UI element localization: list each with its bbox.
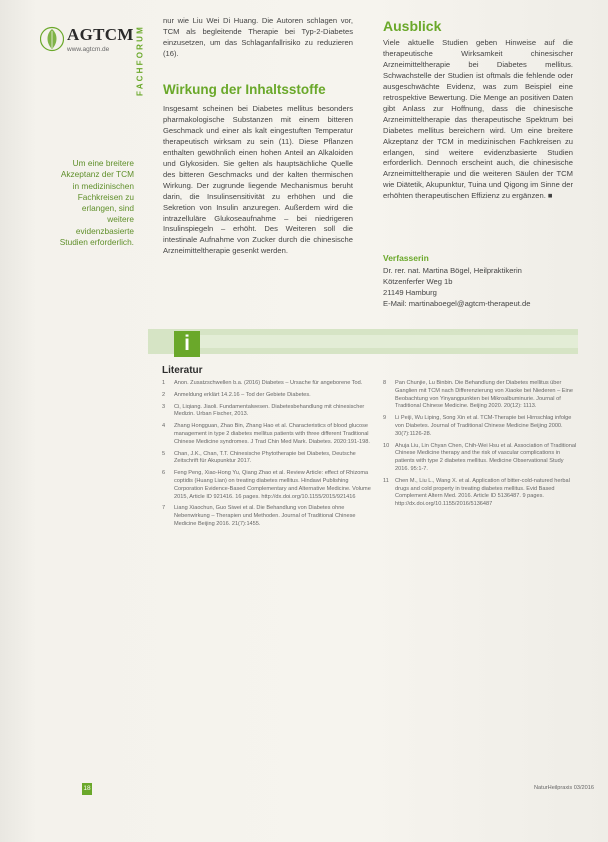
reference-text: Liang Xiaochun, Guo Siwei et al. Die Behandlung von Diabetes ohne Nebenwirkung – Therapien und Methoden. Journal of Traditional Chinese Medicine Beijing 2016. 21(7):1455. xyxy=(174,505,356,527)
reference-item xyxy=(162,423,375,446)
section-label xyxy=(134,16,146,106)
reference-number: 11 xyxy=(383,477,389,484)
section-label-text: FACHFORUM xyxy=(135,25,145,96)
literature-band xyxy=(148,329,578,354)
references-left xyxy=(162,380,375,533)
references-right xyxy=(383,380,578,513)
reference-number: 10 xyxy=(383,442,390,449)
reference-item xyxy=(383,443,578,474)
reference-number: 4 xyxy=(162,423,166,430)
info-icon: i xyxy=(174,331,200,357)
reference-number: 9 xyxy=(383,415,387,422)
reference-text: Ahuja Liu, Lin Chyan Chen, Chih-Wei Hsu et al. Association of Traditional Chinese Medicine therapy and the risk of vascular complications in patients with type 2 diabetes mellitus. Medicine Observational Study 2016. 95:1-7. xyxy=(395,442,577,472)
author-street: Kötzenferfer Weg 1b xyxy=(383,277,453,286)
reference-number: 7 xyxy=(162,505,166,512)
column-1-body: Insgesamt scheinen bei Diabetes mellitus besonders pharmakologische Substanzen mit einem bitteren Geschmack und einer als kalt eingestuften Temperatur therapeutisch wirksam zu sein (11). Diese Pflanzen enthalten gewöhnlich einen hohen Anteil an Alkaloiden und Glykosiden. Sie gelten als hauptsächliche Quelle des bitteren Geschmacks und der kalten thermischen Wirkung. Der zugrunde liegende Mechanismus beruht darin, die Insulinsensitivität zu erhöhen und die Sekretion von Insulin anzuregen. Außerdem wird die intrazelluläre Glukoseaufnahme – bei niedrigeren Insulinspiegeln – erhöht. Des Weiteren soll die intestinale Aufnahme von Zucker durch die chinesische Arzneimitteltherapie gesenkt werden. xyxy=(163,104,353,256)
author-city: 21149 Hamburg xyxy=(383,288,437,297)
reference-number: 1 xyxy=(162,380,166,386)
reference-item xyxy=(383,478,578,509)
reference-text: Chen M., Liu L., Wang X. et al. Application of bitter-cold-natured herbal drugs and cold property in treating diabetes mellitus. Evid Based Complement Altern Med. 2016. Article ID 5136487. 9 pages. http://dx.doi.org/10.1155/2016/5136487 xyxy=(395,477,570,508)
journal-footer: NaturHeilpraxis 03/2016 xyxy=(533,785,594,791)
reference-item xyxy=(383,380,578,411)
reference-text: Feng Peng, Xiao-Hong Yu, Qiang Zhao et al. Review Article: effect of Rhizoma coptidis (Huang Lian) on treating diabetes mellitus. Hindawi Publishing Corporation Evidence-Based Complementary and Alternative Medicine. Volume 2015, Article ID 921416. 16 pages. http://dx.doi.org/10.1155/2015/921416 xyxy=(174,470,371,500)
reference-item xyxy=(383,415,578,438)
reference-number: 6 xyxy=(162,470,166,477)
agtcm-logo[interactable] xyxy=(40,24,134,64)
reference-text: Zhang Hongguan, Zhao Bin, Zhang Hao et al. Characteristics of blood glucose management in type 2 diabetes mellitus patients with three different Traditional Chinese Medicine syndromes. J Trad Chin Med Mark. Diabetes. 2020:191-198. xyxy=(174,423,370,445)
author-block xyxy=(383,253,583,309)
reference-number: 2 xyxy=(162,391,166,398)
reference-text: Anon. Zusatzschwellen b.a. (2016) Diabetes – Ursache für angeborene Tod. xyxy=(174,380,363,386)
reference-text: Anmeldung erklärt 14.2.16 – Tod der Gebiete Diabetes. xyxy=(174,391,311,398)
reference-number: 8 xyxy=(383,380,387,386)
reference-text: Li Peiji, Wu Liping, Song Xin et al. TCM-Therapie bei Hirnschlag infolge von Diabetes. Journal of Traditional Chinese Medicine Beijing 2000. 30(7):1126-28. xyxy=(395,415,572,437)
logo-name: AGTCM xyxy=(67,25,134,44)
reference-item xyxy=(162,505,375,528)
reference-number: 3 xyxy=(162,403,166,410)
reference-item xyxy=(162,470,375,501)
heading-wirkung: Wirkung der Inhaltsstoffe xyxy=(163,82,326,97)
reference-item xyxy=(162,380,375,388)
author-name: Dr. rer. nat. Martina Bögel, Heilpraktikerin xyxy=(383,266,522,275)
literature-band-stripe xyxy=(174,335,578,348)
reference-text: Chan, J.K., Chan, T.T. Chinesische Phytotherapie bei Diabetes, Deutsche Zeitschrift für Akupunktur 2017. xyxy=(174,450,356,465)
reference-item xyxy=(162,404,375,420)
author-label: Verfasserin xyxy=(383,253,429,263)
reference-item xyxy=(162,392,375,400)
logo-url[interactable]: www.agtcm.de xyxy=(67,46,110,53)
author-email[interactable]: E-Mail: martinaboegel@agtcm-therapeut.de xyxy=(383,299,531,308)
reference-number: 5 xyxy=(162,450,166,457)
reference-text: Pan Chunjie, Lu Binbin. Die Behandlung der Diabetes mellitus über Ganglien mit TCM nach Differenzierung von Xiaoke bei Niederen – Eine Beobachtung von Yinyangpunkten bei Mikroalbuminurie. Journal of Traditional Chinese Medicine. Beijing 2020. 20(12): 1113. xyxy=(395,380,573,410)
agtcm-leaf-icon xyxy=(40,26,64,52)
pull-quote: Um eine breitere Akzeptanz der TCM in medizinischen Fachkreisen zu erlangen, sind weitere evidenzbasierte Studien erforderlich. xyxy=(59,158,134,248)
column-1-intro: nur wie Liu Wei Di Huang. Die Autoren schlagen vor, TCM als begleitende Therapie bei Typ-2-Diabetes einzusetzen, um das Schlaganfallrisiko zu reduzieren (16). xyxy=(163,16,353,58)
page-number: 18 xyxy=(82,783,92,795)
reference-text: Ci, Liqiang. Jiaoli. Fundamentalwesen. Diabetesbehandlung mit chinesischer Medizin. Urban Fischer, 2013. xyxy=(174,403,365,418)
heading-ausblick: Ausblick xyxy=(383,18,442,34)
reference-item xyxy=(162,451,375,467)
literature-title: Literatur xyxy=(162,365,203,376)
column-2-body: Viele aktuelle Studien geben Hinweise auf die therapeutische Wirksamkeit chinesischer Arzneimitteltherapie bei Diabetes mellitus. Schwachstelle der Studien ist oftmals die fehlende oder ausgeschwächte Evidenz, was zum Beispiel eine retrospektive Bewertung. Die Menge an positiven Daten gibt Anlass zur Hoffnung, dass die chinesische Arzneimitteltherapie das therapeutische Spektrum bei Diabetes mellitus bereichern wird. Um eine breitere Akzeptanz der TCM in medizinischen Fachkreisen zu erlangen, sind weitere evidenzbasierte Studien erforderlich. Dennoch erscheint auch, die chinesische Arzneimitteltherapie und die weiteren Säulen der TCM wie Diätetik, Akupunktur, Tuina und Qigong im Sinne der erhöhten therapeutischen Effizienz zu ergänzen. ■ xyxy=(383,38,573,201)
